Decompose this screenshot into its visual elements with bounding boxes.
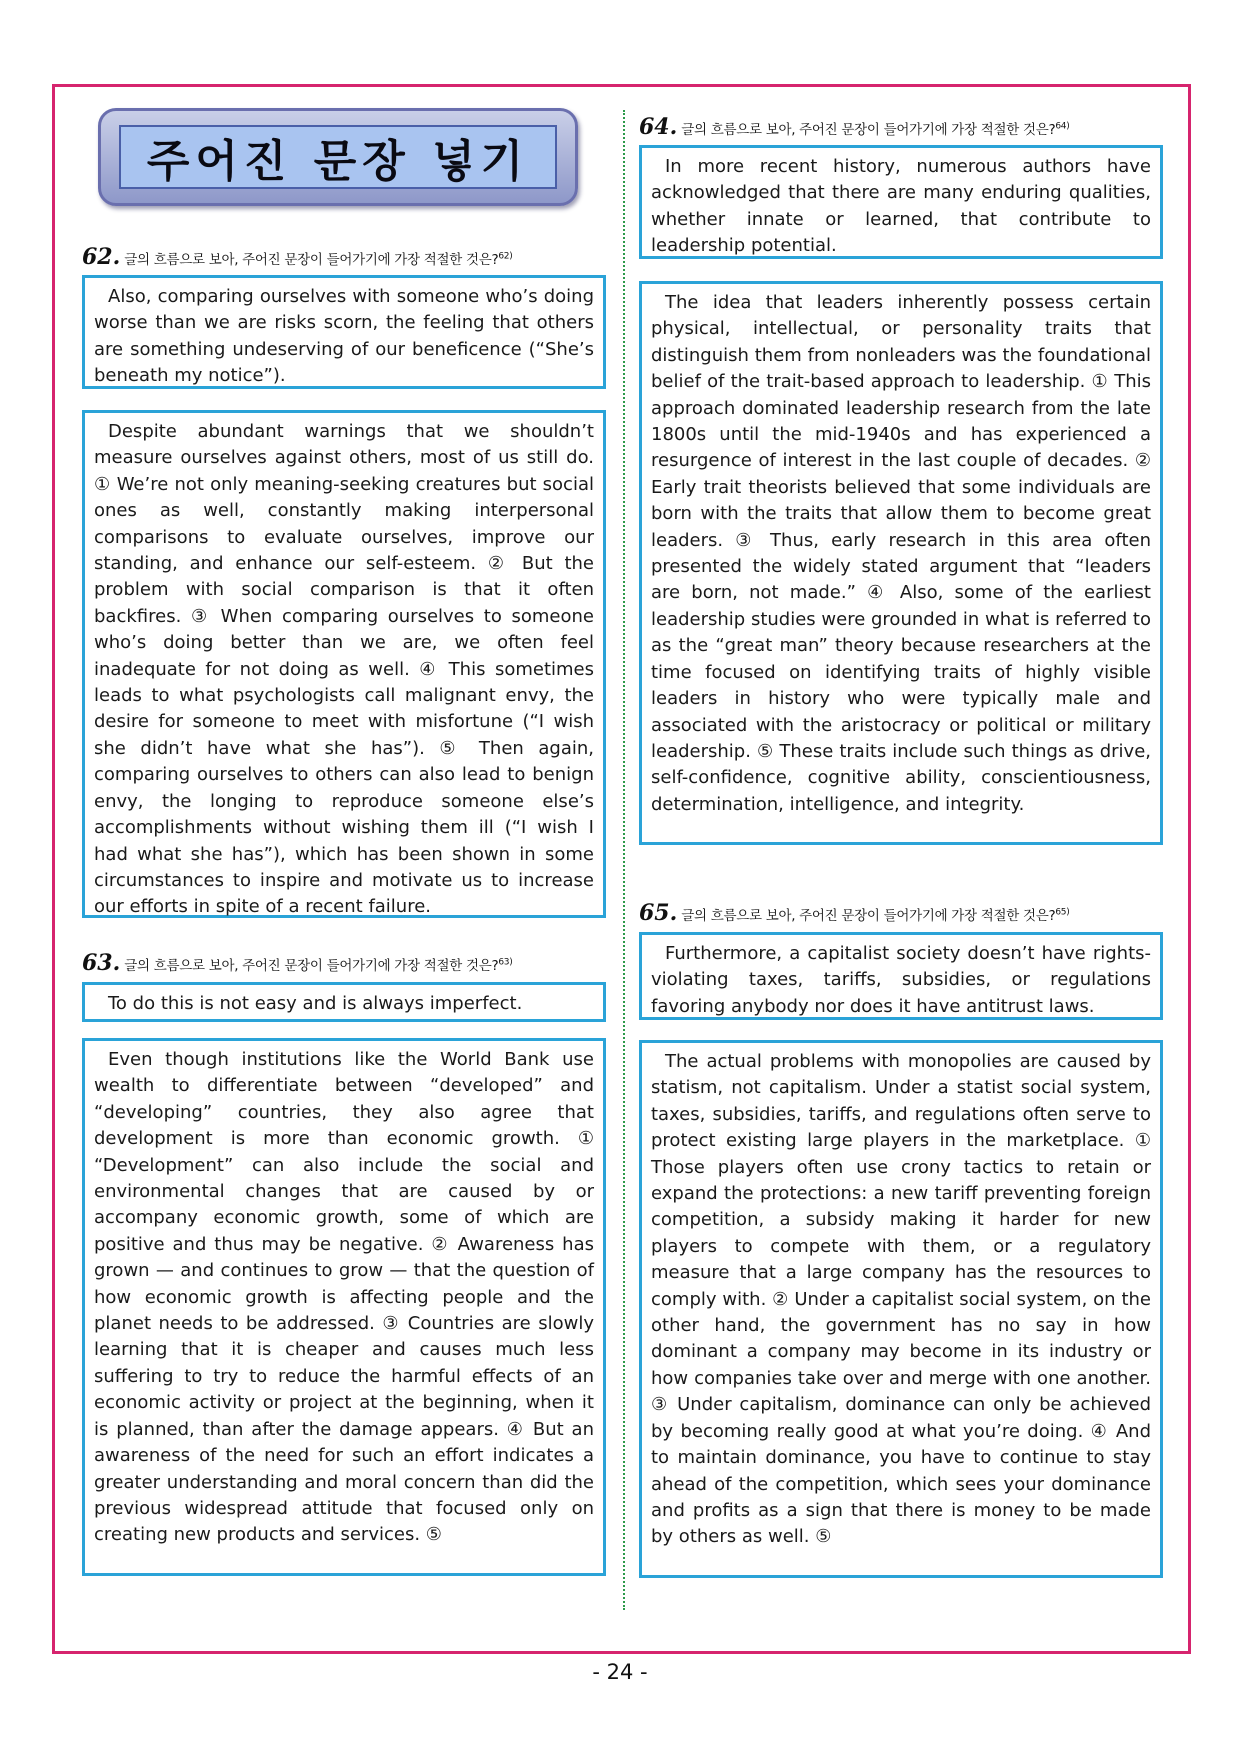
- question-prompt: 글의 흐름으로 보아, 주어진 문장이 들어가기에 가장 적절한 것은?$^{64)}$: [681, 121, 1070, 138]
- given-sentence: Furthermore, a capitalist society doesn’t have rights-violating taxes, tariffs, subsidies, or regulations favoring anybody nor does it have antitrust laws.: [651, 943, 1151, 1017]
- passage-text: The idea that leaders inherently possess certain physical, intellectual, or personality traits that distinguish them from nonleaders was the foundational belief of the trait-based approach to leadership. ① This approach dominated leadership research from the late 1800s until the mid-1940s and has experienced a resurgence of interest in the last couple of decades. ② Early trait theorists believed that some individuals are born with the traits that allow them to become great leaders. ③ Thus, early research in this area often presented the widely stated argument that “leaders are born, not made.” ④ Also, some of the earliest leadership studies were grounded in what is referred to as the “great man” theory because researchers at the time focused on identifying traits of highly visible leaders in history who were typically male and associated with the aristocracy or political or military leadership. ⑤ These traits include such things as drive, self-confidence, cognitive ability, conscientiousness, determination, intelligence, and integrity.: [651, 292, 1151, 815]
- given-sentence: To do this is not easy and is always imperfect.: [108, 993, 523, 1014]
- q65-passage-box: [639, 1040, 1163, 1578]
- question-62-header: [82, 244, 512, 270]
- q63-passage-box: [82, 1038, 606, 1576]
- section-title-plate: [119, 125, 557, 189]
- question-ref: 65): [1055, 907, 1070, 918]
- question-ref: 62): [498, 251, 513, 262]
- q64-passage-box: [639, 281, 1163, 845]
- q62-given-sentence-box: [82, 275, 606, 389]
- given-sentence: In more recent history, numerous authors have acknowledged that there are many enduring qualities, whether innate or learned, that contribute to leadership potential.: [651, 156, 1151, 257]
- passage-text: The actual problems with monopolies are caused by statism, not capitalism. Under a statist social system, taxes, subsidies, tariffs, and regulations often serve to protect existing large players in the marketplace. ① Those players often use crony tactics to retain or expand the protections: a new tariff preventing foreign competition, a subsidy making it harder for new players to compete with them, or a regulatory measure that a large company has the resources to comply with. ② Under a capitalist social system, on the other hand, the government has no say in how dominant a company may become in its industry or how companies take over and merge with one another. ③ Under capitalism, dominance can only be achieved by becoming really good at what you’re doing. ④ And to maintain dominance, you have to continue to stay ahead of the competition, which sees your dominance and profits as a sign that there is money to be made by others as well. ⑤: [651, 1051, 1151, 1548]
- question-65-header: [639, 900, 1069, 926]
- q63-given-sentence-box: [82, 982, 606, 1022]
- section-title: 주어진 문장 넣기: [146, 136, 530, 187]
- page-number: - 24 -: [592, 1660, 648, 1684]
- q64-given-sentence-box: [639, 145, 1163, 259]
- column-divider: [623, 110, 625, 1610]
- question-63-header: [82, 950, 512, 976]
- passage-text: Despite abundant warnings that we shouldn’t measure ourselves against others, most of us still do. ① We’re not only meaning-seeking creatures but social ones as well, constantly making interpersonal comparisons to evaluate ourselves, improve our standing, and enhance our self-esteem. ② But the problem with social comparison is that it often backfires. ③ When comparing ourselves to someone who’s doing better than we are, we often feel inadequate for not doing as well. ④ This sometimes leads to what psychologists call malignant envy, the desire for someone to meet with misfortune (“I wish she didn’t have what she has”). ⑤ Then again, comparing ourselves to others can also lead to benign envy, the longing to reproduce someone else’s accomplishments without wishing them ill (“I wish I had what she has”), which has been shown in some circumstances to inspire and motivate us to increase our efforts in spite of a recent failure.: [94, 421, 594, 918]
- question-prompt: 글의 흐름으로 보아, 주어진 문장이 들어가기에 가장 적절한 것은?$^{62)}$: [124, 251, 513, 268]
- q62-passage-box: [82, 410, 606, 918]
- question-number: 62.: [82, 244, 121, 270]
- section-title-banner: [98, 108, 578, 206]
- question-prompt: 글의 흐름으로 보아, 주어진 문장이 들어가기에 가장 적절한 것은?$^{63)}$: [124, 957, 513, 974]
- question-prompt: 글의 흐름으로 보아, 주어진 문장이 들어가기에 가장 적절한 것은?$^{65)}$: [681, 907, 1070, 924]
- given-sentence: Also, comparing ourselves with someone who’s doing worse than we are risks scorn, the feeling that others are something undeserving of our beneficence (“She’s beneath my notice”).: [94, 286, 594, 387]
- q65-given-sentence-box: [639, 932, 1163, 1020]
- question-ref: 64): [1055, 121, 1070, 132]
- question-ref: 63): [498, 957, 513, 968]
- passage-text: Even though institutions like the World Bank use wealth to differentiate between “developed” and “developing” countries, they also agree that development is more than economic growth. ① “Development” can also include the social and environmental changes that are caused by or accompany economic growth, some of which are positive and thus may be negative. ② Awareness has grown — and continues to grow — that the question of how economic growth is affecting people and the planet needs to be addressed. ③ Countries are slowly learning that it is cheaper and causes much less suffering to try to reduce the harmful effects of an economic activity or project at the beginning, when it is planned, than after the damage appears. ④ But an awareness of the need for such an effort indicates a greater understanding and moral concern than did the previous widespread attitude that focused only on creating new products and services. ⑤: [94, 1049, 594, 1546]
- question-number: 64.: [639, 114, 678, 140]
- question-64-header: [639, 114, 1069, 140]
- question-number: 63.: [82, 950, 121, 976]
- question-number: 65.: [639, 900, 678, 926]
